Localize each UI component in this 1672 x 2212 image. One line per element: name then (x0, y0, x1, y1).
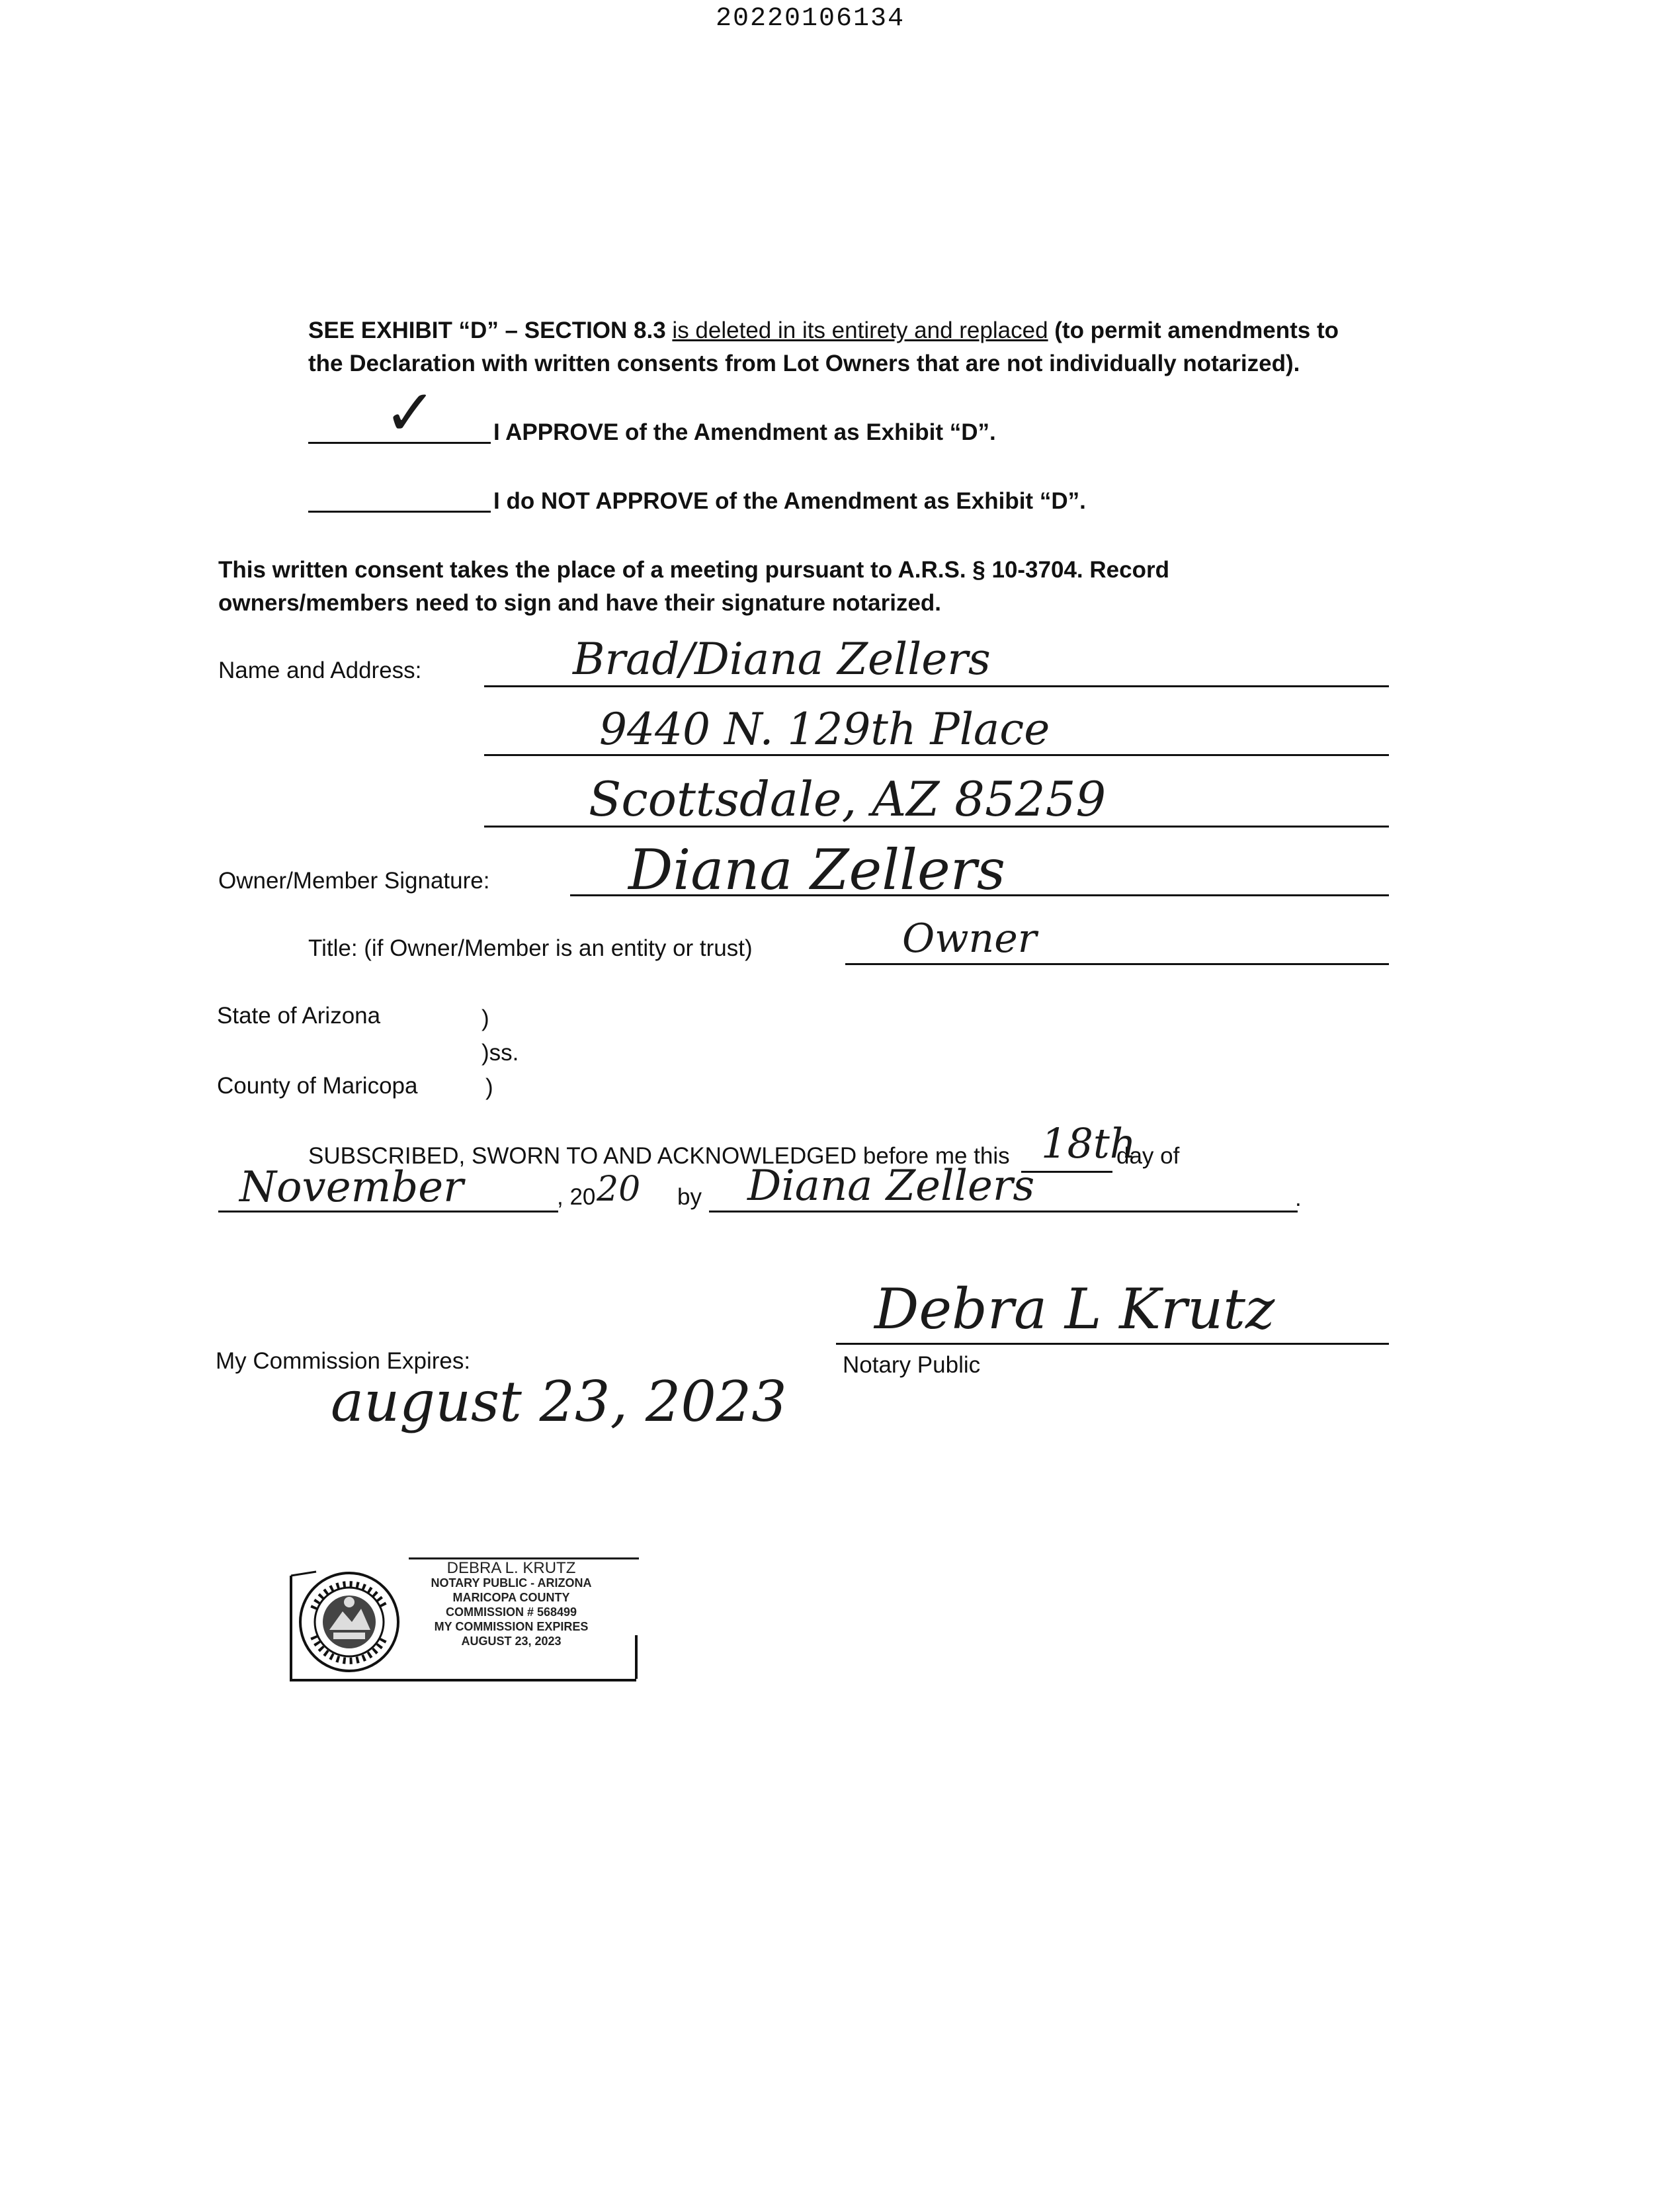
stamp-line-1: NOTARY PUBLIC - ARIZONA (431, 1576, 592, 1590)
name-address-label: Name and Address: (218, 658, 422, 683)
title-line[interactable] (845, 963, 1389, 965)
not-approve-blank[interactable] (308, 511, 491, 513)
address-line-1-value: 9440 N. 129th Place (599, 704, 1050, 755)
ack-day-value: 18th (1041, 1119, 1136, 1168)
consent-line-2: owners/members need to sign and have their signature notarized. (218, 590, 942, 616)
stamp-name: DEBRA L. KRUTZ (446, 1559, 576, 1577)
document-number: 20220106134 (716, 4, 905, 34)
approve-checkmark: ✓ (384, 376, 437, 450)
name-line[interactable] (484, 685, 1389, 687)
ack-month-value: November (239, 1163, 464, 1212)
commission-value: august 23, 2023 (331, 1369, 787, 1434)
address-line-2-value: Scottsdale, AZ 85259 (589, 771, 1107, 827)
ack-period: . (1295, 1185, 1302, 1211)
title-value: Owner (902, 915, 1037, 962)
county-paren: ) (485, 1074, 493, 1100)
stamp-line-5: AUGUST 23, 2023 (461, 1635, 562, 1648)
notary-signature-line[interactable] (836, 1343, 1389, 1345)
ack-year-prefix: , 20 (557, 1184, 596, 1210)
state-label: State of Arizona (217, 1003, 381, 1029)
ack-by-name: Diana Zellers (747, 1162, 1035, 1211)
signature-label: Owner/Member Signature: (218, 868, 490, 894)
commission-label: My Commission Expires: (216, 1348, 471, 1374)
ack-year-value: 20 (597, 1170, 641, 1209)
ack-by: by (677, 1184, 702, 1210)
state-paren: ) (481, 1005, 489, 1031)
notary-signature: Debra L Krutz (874, 1277, 1275, 1341)
exhibit-suffix: (to permit amendments to (1048, 318, 1339, 343)
stamp-line-4: MY COMMISSION EXPIRES (434, 1620, 589, 1633)
name-value: Brad/Diana Zellers (573, 634, 991, 685)
consent-line-1: This written consent takes the place of a meeting pursuant to A.R.S. § 10-3704. Record (218, 557, 1169, 583)
approve-label: I APPROVE of the Amendment as Exhibit “D”. (493, 419, 996, 445)
stamp-text (402, 1561, 620, 1648)
exhibit-prefix: SEE EXHIBIT “D” – SECTION 8.3 (308, 318, 673, 343)
exhibit-line-1 (308, 314, 1339, 348)
address-line-1[interactable] (484, 754, 1389, 756)
address-line-2[interactable] (484, 826, 1389, 828)
stamp-line-2: MARICOPA COUNTY (452, 1591, 570, 1604)
county-label: County of Maricopa (217, 1073, 418, 1099)
ack-day-line[interactable] (1021, 1171, 1112, 1173)
notary-public-label: Notary Public (843, 1352, 981, 1378)
state-seal-icon (300, 1573, 398, 1671)
notary-stamp (290, 1556, 640, 1681)
ack-by-line[interactable] (709, 1211, 1298, 1212)
ack-text: SUBSCRIBED, SWORN TO AND ACKNOWLEDGED before me this (308, 1143, 1010, 1169)
ack-month-line[interactable] (218, 1211, 558, 1212)
owner-signature: Diana Zellers (628, 837, 1005, 902)
signature-line[interactable] (570, 894, 1389, 896)
not-approve-label: I do NOT APPROVE of the Amendment as Exhibit “D”. (493, 488, 1086, 514)
title-label: Title: (if Owner/Member is an entity or trust) (308, 935, 753, 961)
stamp-line-3: COMMISSION # 568499 (445, 1605, 577, 1619)
exhibit-underlined: is deleted in its entirety and replaced (672, 318, 1048, 343)
exhibit-line-2: the Declaration with written consents from Lot Owners that are not individually notarized). (308, 351, 1300, 376)
ack-day-of: day of (1116, 1143, 1180, 1169)
ss-label: )ss. (481, 1040, 519, 1066)
